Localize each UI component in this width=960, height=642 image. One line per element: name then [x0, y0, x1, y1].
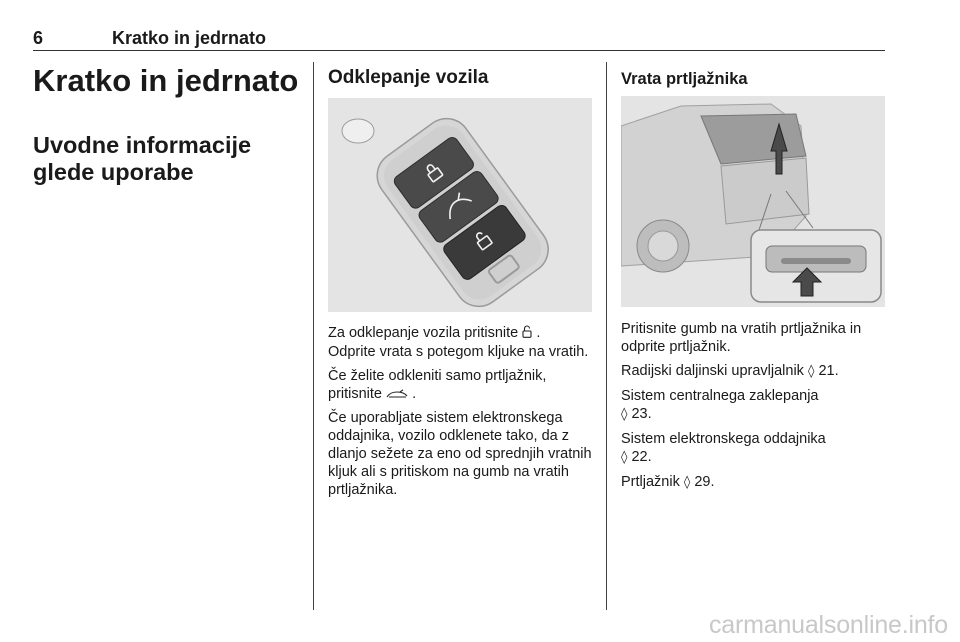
unlocking-text	[328, 324, 596, 505]
text: .	[412, 386, 417, 402]
text: Radijski daljinski upravljalnik	[621, 363, 804, 379]
column-middle	[328, 62, 594, 498]
tailgate-text	[621, 320, 889, 498]
reference-arrow-icon: ◊	[683, 475, 691, 490]
text: Sistem centralnega zaklepanja	[621, 388, 819, 404]
page-ref-link[interactable]: 22.	[631, 449, 652, 465]
reference-arrow-icon: ◊	[621, 450, 628, 465]
page-ref-link[interactable]: 29.	[694, 474, 715, 490]
reference-arrow-icon: ◊	[621, 407, 628, 422]
key-fob-illustration	[328, 98, 592, 312]
paragraph	[621, 387, 889, 424]
header-rule	[33, 50, 885, 51]
text: Sistem elektronskega oddajnika	[621, 431, 826, 447]
watermark: carmanualsonline.info	[708, 611, 948, 639]
page-header	[0, 0, 960, 52]
reference-arrow-icon: ◊	[807, 364, 815, 379]
section-title-tailgate: Vrata prtljažnika	[621, 70, 748, 88]
paragraph: Pritisnite gumb na vratih prtljažnika in odprite prtljažnik.	[621, 321, 862, 355]
paragraph	[621, 362, 889, 381]
paragraph: Če uporabljate sistem elektronskega oddajnika, vozilo odklenete tako, da z dlanjo sežete za eno od sprednjih vratnih kljuk ali s pritiskom na gumb na vratih prtljažnika.	[328, 410, 592, 498]
page-ref-link[interactable]: 21.	[818, 363, 839, 379]
section-heading: Uvodne informacije glede uporabe	[33, 132, 252, 185]
text: .	[536, 325, 541, 341]
text: Če želite odkleniti samo prtljažnik, pritisnite	[328, 368, 547, 402]
text: Prtljažnik	[621, 474, 680, 490]
paragraph	[621, 473, 889, 492]
column-divider	[313, 62, 314, 610]
tailgate-icon	[386, 386, 412, 402]
paragraph	[328, 324, 596, 361]
column-left	[33, 62, 303, 186]
section-title-unlocking: Odklepanje vozila	[328, 67, 489, 88]
column-right	[621, 62, 886, 490]
text: Odprite vrata s potegom kljuke na vratih.	[328, 344, 589, 360]
column-divider	[606, 62, 607, 610]
unlock-icon	[522, 326, 536, 341]
page-ref-link[interactable]: 23.	[631, 406, 652, 422]
chapter-title: Kratko in jedrnato	[33, 63, 299, 98]
tailgate-illustration	[621, 96, 885, 307]
page-number: 6	[33, 28, 44, 48]
paragraph	[328, 367, 596, 403]
paragraph	[621, 430, 889, 467]
header-title: Kratko in jedrnato	[112, 28, 267, 48]
text: Za odklepanje vozila pritisnite	[328, 325, 519, 341]
